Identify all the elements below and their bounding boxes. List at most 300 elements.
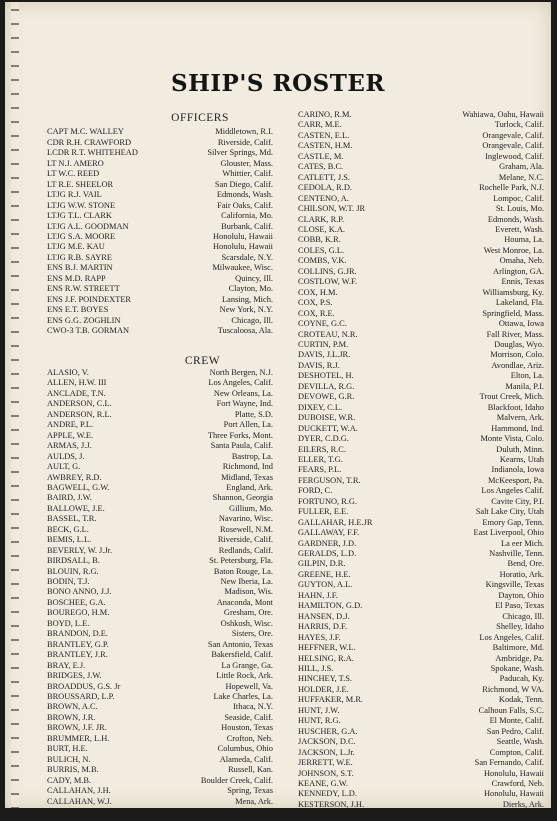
crew-row xyxy=(47,431,273,441)
person-name: DUCKETT, W.A. xyxy=(298,423,358,433)
hometown: Orangevale, Calif. xyxy=(482,141,544,151)
hometown: Melane, N.C. xyxy=(498,172,544,182)
crew-row xyxy=(420,434,544,444)
hometown: Clayton, Mo. xyxy=(228,284,273,294)
person-name: COX, R.E. xyxy=(298,308,335,318)
crew-row xyxy=(420,194,544,204)
hometown: Midland, Texas xyxy=(221,472,273,482)
person-name: ANDRE, P.L. xyxy=(47,420,94,430)
hometown: Calhoun Falls, S.C. xyxy=(478,705,544,715)
person-name: CARINO, R.M. xyxy=(298,110,352,119)
crew-row xyxy=(420,737,544,747)
crew-row xyxy=(420,758,544,768)
hometown: St. Louis, Mo. xyxy=(495,204,544,214)
officer-row xyxy=(47,159,273,169)
hometown: Hammond, Ind. xyxy=(491,423,544,433)
person-name: DESHOTEL, H. xyxy=(298,371,354,381)
person-name: LT W.C. REED xyxy=(47,169,100,179)
crew-row xyxy=(47,702,273,712)
crew-row xyxy=(47,629,273,639)
crew-row xyxy=(420,748,544,758)
officer-row xyxy=(47,253,273,263)
hometown: Glouster, Mass. xyxy=(220,158,273,168)
person-name: BAIRD, J.W. xyxy=(47,493,92,503)
person-name: LTJG R.B. SAYRE xyxy=(47,252,113,262)
person-name: HELSING, R.A. xyxy=(298,653,354,663)
person-name: JOHNSON, S.T. xyxy=(298,768,354,778)
person-name: CATES, B.C. xyxy=(298,162,344,172)
person-name: BROADDUS, G.S. Jr xyxy=(47,681,121,691)
person-name: CAPT M.C. WALLEY xyxy=(47,127,124,137)
hometown: Chicago, Ill. xyxy=(502,611,544,621)
crew-row xyxy=(420,277,544,287)
crew-row xyxy=(47,452,273,462)
person-name: ENS B.J. MARTIN xyxy=(47,263,113,273)
person-name: BRANTLEY, G.P. xyxy=(47,639,109,649)
crew-row xyxy=(420,507,544,517)
hometown: St. Petersburg, Fla. xyxy=(209,556,273,566)
crew-row xyxy=(420,413,544,423)
hometown: Madison, Wis. xyxy=(224,587,273,597)
person-name: JACKSON, D.C. xyxy=(298,737,356,747)
crew-row xyxy=(420,643,544,653)
hometown: Kingsville, Texas xyxy=(485,580,544,590)
officer-row xyxy=(47,326,273,336)
hometown: North Bergen, N.J. xyxy=(209,367,273,377)
person-name: CASTEN, E.L. xyxy=(298,130,350,140)
person-name: HOLDER, J.E. xyxy=(298,684,349,694)
crew-row xyxy=(420,330,544,340)
officer-row xyxy=(47,148,273,158)
crew-row xyxy=(47,598,273,608)
crew-row xyxy=(420,476,544,486)
person-name: HUNT, R.G. xyxy=(298,716,341,726)
person-name: LTJG S.A. MOORE xyxy=(47,231,116,241)
person-name: EILERS, R.C. xyxy=(298,444,346,454)
hometown: Baltimore, Md. xyxy=(492,643,544,653)
crew-row xyxy=(420,340,544,350)
crew-row xyxy=(420,371,544,381)
person-name: BOUREGO, H.M. xyxy=(47,608,110,618)
hometown: Riverside, Calif. xyxy=(217,535,273,545)
hometown: San Fernando, Calif. xyxy=(474,758,544,768)
crew-row xyxy=(420,382,544,392)
person-name: ANCLADE, T.N. xyxy=(47,388,106,398)
crew-row xyxy=(47,755,273,765)
person-name: ENS M.D. RAPP xyxy=(47,273,106,283)
hometown: Malvern, Ark. xyxy=(496,413,544,423)
hometown: Los Angeles, Calif. xyxy=(208,378,273,388)
person-name: DEVOWE, G.R. xyxy=(298,392,355,402)
crew-row xyxy=(47,608,273,618)
hometown: Silver Springs, Md. xyxy=(207,148,273,158)
crew-row xyxy=(420,152,544,162)
crew-row xyxy=(420,173,544,183)
officer-row xyxy=(47,263,273,273)
crew-row xyxy=(420,654,544,664)
crew-row xyxy=(47,556,273,566)
hometown: Shannon, Georgia xyxy=(212,493,273,503)
officer-row xyxy=(47,316,273,326)
hometown: Los Angeles Calif. xyxy=(481,486,544,496)
crew-row xyxy=(420,800,544,810)
hometown: Cavite City, P.I. xyxy=(491,496,544,506)
left-column xyxy=(47,110,273,817)
crew-row xyxy=(47,587,273,597)
crew-row xyxy=(420,361,544,371)
person-name: BASSEL, T.R. xyxy=(47,514,97,524)
hometown: Kearns, Utah xyxy=(499,454,544,464)
hometown: Salt Lake City, Utah xyxy=(475,507,544,517)
crew-row xyxy=(420,141,544,151)
person-name: HAMILTON, G.D. xyxy=(298,601,363,611)
person-name: GALLAWAY, F.F. xyxy=(298,528,360,538)
person-name: KENNEDY, L.D. xyxy=(298,789,357,799)
hometown: Ambridge, Pa. xyxy=(495,653,544,663)
person-name: GREENE, H.E. xyxy=(298,569,351,579)
crew-row xyxy=(47,682,273,692)
person-name: CANNON, E.H. xyxy=(47,807,103,816)
crew-row xyxy=(420,706,544,716)
person-name: BONO ANNO, J.J. xyxy=(47,587,112,597)
hometown: Richmond, W VA. xyxy=(482,684,544,694)
binding-holes xyxy=(11,2,19,808)
hometown: San Diego, Calif. xyxy=(214,179,273,189)
officer-row xyxy=(47,180,273,190)
person-name: BOYD, L.E. xyxy=(47,618,90,628)
person-name: BRANDON, D.E. xyxy=(47,629,108,639)
person-name: CLARK, R.P. xyxy=(298,214,345,224)
hometown: El Paso, Texas xyxy=(495,601,544,611)
hometown: Kodak, Tenn. xyxy=(498,695,544,705)
hometown: East Liverpool, Ohio xyxy=(473,528,544,538)
hometown: Indianola, Iowa xyxy=(491,465,544,475)
person-name: CADY, M.B. xyxy=(47,775,92,785)
crew-row xyxy=(420,789,544,799)
hometown: Lakeland, Fla. xyxy=(495,298,544,308)
right-places-column xyxy=(420,110,544,821)
person-name: DYER, C.D.G. xyxy=(298,434,349,444)
hometown: Platte, S.D. xyxy=(234,409,273,419)
hometown: Orangevale, Calif. xyxy=(482,130,544,140)
crew-row xyxy=(420,131,544,141)
hometown: Anaconda, Mont xyxy=(216,597,273,607)
hometown: Dierks, Ark. xyxy=(502,799,544,809)
crew-row xyxy=(47,786,273,796)
hometown: Ennis, Texas xyxy=(501,277,544,287)
hometown: Paducah, Ky. xyxy=(499,674,544,684)
person-name: GUYTON, A.L. xyxy=(298,580,353,590)
hometown: Arlington, GA. xyxy=(493,266,544,276)
person-name: HUNT, J.W. xyxy=(298,705,340,715)
hometown: Baton Rouge, La. xyxy=(213,566,273,576)
crew-row xyxy=(420,539,544,549)
person-name: CHILSON, W.T. JR xyxy=(298,204,366,214)
hometown: Seattle, Wash. xyxy=(496,737,544,747)
hometown: Avondlae, Ariz. xyxy=(491,360,544,370)
hometown: Ithaca, N.Y. xyxy=(233,702,273,712)
hometown: Scarsdale, N.Y. xyxy=(221,252,273,262)
crew-list-col3 xyxy=(420,110,544,821)
hometown: Russell, Kan. xyxy=(228,765,273,775)
hometown: Milwaukee, Wisc. xyxy=(212,263,273,273)
crew-row xyxy=(420,455,544,465)
person-name: ENS G.G. ZOGHLIN xyxy=(47,315,121,325)
person-name: BOSCHEE, G.A. xyxy=(47,597,106,607)
hometown: Richmond, Ind xyxy=(222,462,273,472)
hometown: Sisters, Ore. xyxy=(231,629,273,639)
hometown: Graham, Ala. xyxy=(499,162,544,172)
hometown: Douglas, Wyo. xyxy=(494,339,544,349)
person-name: LTJG A.L. GOODMAN xyxy=(47,221,129,231)
hometown: California, Mo. xyxy=(221,211,273,221)
person-name: HUFFAKER, M.R. xyxy=(298,695,363,705)
hometown: Elton, La. xyxy=(510,371,544,381)
crew-row xyxy=(47,441,273,451)
hometown: Navarino, Wisc. xyxy=(218,514,273,524)
crew-row xyxy=(47,650,273,660)
hometown: Riverside, Calif. xyxy=(217,137,273,147)
crew-row xyxy=(47,378,273,388)
crew-row xyxy=(47,640,273,650)
person-name: AULDS, J. xyxy=(47,451,85,461)
person-name: FEARS, P.L. xyxy=(298,465,342,475)
crew-row xyxy=(47,399,273,409)
crew-row xyxy=(420,549,544,559)
roster-page xyxy=(5,2,551,820)
crew-row xyxy=(420,403,544,413)
person-name: CALLAHAN, W.J. xyxy=(47,796,112,806)
person-name: LT N.J. AMERO xyxy=(47,158,104,168)
hometown: Houston, Texas xyxy=(221,723,273,733)
hometown: Manila, P.I. xyxy=(505,381,544,391)
person-name: CALLAHAN, J.H. xyxy=(47,786,111,796)
officer-row xyxy=(47,211,273,221)
person-name: CARR, M.E. xyxy=(298,120,342,130)
person-name: FORTUNO, R.G. xyxy=(298,496,358,506)
crew-row xyxy=(420,183,544,193)
crew-row xyxy=(420,528,544,538)
person-name: FERGUSON, T.R. xyxy=(298,475,361,485)
person-name: BAGWELL, G.W. xyxy=(47,482,110,492)
crew-row xyxy=(420,518,544,528)
crew-row xyxy=(420,559,544,569)
crew-row xyxy=(420,256,544,266)
person-name: COYNE, G.C. xyxy=(298,319,347,329)
crew-row xyxy=(420,110,544,120)
person-name: BIRDSALL, B. xyxy=(47,556,100,566)
person-name: JERRETT, W.E. xyxy=(298,758,353,768)
hometown: Monte Vista, Colo. xyxy=(480,434,544,444)
hometown: Lansing, Mich. xyxy=(222,294,273,304)
person-name: DIXEY, C.L. xyxy=(298,402,343,412)
crew-row xyxy=(420,727,544,737)
person-name: BURT, H.E. xyxy=(47,744,88,754)
hometown: Ottawa, Iowa xyxy=(498,319,544,329)
crew-row xyxy=(420,570,544,580)
person-name: BRIDGES, J.W. xyxy=(47,671,102,681)
person-name: AWBREY, R.D. xyxy=(47,472,102,482)
person-name: CASTLE, M. xyxy=(298,151,344,161)
crew-row xyxy=(47,619,273,629)
crew-row xyxy=(420,664,544,674)
hometown: Chicago, Ill. xyxy=(231,315,273,325)
crew-row xyxy=(47,483,273,493)
hometown: Gillium, Mo. xyxy=(229,503,273,513)
hometown: Honolulu, Hawaii xyxy=(483,789,544,799)
hometown: Spokane, Wash. xyxy=(490,664,544,674)
person-name: BEMIS, L.L. xyxy=(47,535,92,545)
crew-row xyxy=(47,671,273,681)
person-name: GALLAHAR, H.E.JR xyxy=(298,517,373,527)
hometown: Quincy, Ill. xyxy=(235,273,273,283)
hometown: New Orleans, La. xyxy=(213,388,273,398)
person-name: COX, P.S. xyxy=(298,298,333,308)
hometown: Shreveport, La. xyxy=(221,807,273,816)
hometown: Port Allen, La. xyxy=(223,420,273,430)
crew-row xyxy=(420,392,544,402)
crew-row xyxy=(420,215,544,225)
hometown: Edmonds, Wash. xyxy=(487,214,544,224)
hometown: Los Angeles, Calif. xyxy=(479,632,544,642)
person-name: GERALDS, L.D. xyxy=(298,549,357,559)
crew-list-col1 xyxy=(47,368,273,817)
person-name: LTJG W.W. STONE xyxy=(47,200,116,210)
officer-row xyxy=(47,242,273,252)
hometown: Crawford, Neb. xyxy=(491,779,544,788)
hometown: Honolulu, Hawaii xyxy=(212,231,273,241)
person-name: CURTIN, P.M. xyxy=(298,339,349,349)
hometown: Bend, Ore. xyxy=(507,559,544,569)
person-name: COMBS, V.K. xyxy=(298,256,347,266)
hometown: Wahiawa, Oahu, Hawaii xyxy=(462,110,544,119)
hometown: Little Rock, Ark. xyxy=(216,671,273,681)
hometown: Fall River, Mass. xyxy=(486,329,544,339)
crew-row xyxy=(420,225,544,235)
person-name: HUSCHER, G.A. xyxy=(298,726,358,736)
person-name: COX, H.M. xyxy=(298,287,338,297)
hometown: Three Forks, Mont. xyxy=(207,430,273,440)
hometown: La eer Mich. xyxy=(500,538,544,548)
person-name: ALLEN, H.W. III xyxy=(47,378,107,388)
crew-row xyxy=(47,797,273,807)
hometown: Tuscaloosa, Ala. xyxy=(217,326,273,336)
person-name: BLOUIN, R.G. xyxy=(47,566,99,576)
crew-row xyxy=(420,204,544,214)
person-name: DAVIS, R.J. xyxy=(298,360,340,370)
crew-row xyxy=(47,525,273,535)
person-name: BRAY, E.J. xyxy=(47,660,86,670)
hometown: Bakersfield, Calif. xyxy=(211,650,273,660)
officers-heading: OFFICERS xyxy=(171,112,229,124)
hometown: Morrison, Colo. xyxy=(490,350,544,360)
person-name: DAVIS, J.L.JR. xyxy=(298,350,351,360)
crew-row xyxy=(47,535,273,545)
person-name: BURRIS, M.B. xyxy=(47,765,99,775)
hometown: Bastrop, La. xyxy=(231,451,273,461)
person-name: HARRIS, D.F. xyxy=(298,622,348,632)
person-name: HAYES, J.F. xyxy=(298,632,341,642)
person-name: ENS E.T. BOYES xyxy=(47,305,109,315)
hometown: McKeesport, Pa. xyxy=(487,475,544,485)
crew-row xyxy=(47,692,273,702)
crew-row xyxy=(420,716,544,726)
crew-row xyxy=(47,567,273,577)
person-name: CATLETT, J.S. xyxy=(298,172,350,182)
hometown: Crofton, Neb. xyxy=(226,733,273,743)
crew-row xyxy=(420,612,544,622)
hometown: La Grange, Ga. xyxy=(221,660,273,670)
crew-row xyxy=(47,473,273,483)
crew-row xyxy=(47,493,273,503)
person-name: GILPIN, D.R. xyxy=(298,559,346,569)
hometown: Blackfoot, Idaho xyxy=(487,402,544,412)
person-name: KESTERSON, J.H. xyxy=(298,799,365,809)
crew-row xyxy=(420,769,544,779)
hometown: Fort Wayne, Ind. xyxy=(216,399,273,409)
hometown: Hopewell, Va. xyxy=(225,681,273,691)
person-name: FULLER, E.E. xyxy=(298,507,349,517)
hometown: Mena, Ark. xyxy=(235,796,273,806)
person-name: COSTLOW, W.F. xyxy=(298,277,358,287)
crew-row xyxy=(47,368,273,378)
crew-row xyxy=(47,420,273,430)
person-name: LTJG R.J. VAIL xyxy=(47,190,102,200)
crew-row xyxy=(47,723,273,733)
hometown: New York, N.Y. xyxy=(219,305,273,315)
person-name: BODIN, T.J. xyxy=(47,577,90,587)
hometown: Middletown, R.I. xyxy=(215,127,273,137)
crew-row xyxy=(47,807,273,817)
hometown: Trout Creek, Mich. xyxy=(479,392,544,402)
hometown: Oshkosh, Wisc. xyxy=(220,618,273,628)
hometown: Santa Paula, Calif. xyxy=(210,441,273,451)
page-title: SHIP'S ROSTER xyxy=(170,70,386,97)
person-name: BROWN, J.F. JR. xyxy=(47,723,107,733)
person-name: CWO-3 T.B. GORMAN xyxy=(47,326,130,336)
crew-row xyxy=(47,765,273,775)
person-name: HAHN, J.F. xyxy=(298,590,338,600)
hometown: Fair Oaks, Calif. xyxy=(217,200,273,210)
hometown: Nashville, Tenn. xyxy=(489,549,544,559)
person-name: ANDERSON, C.L. xyxy=(47,399,112,409)
officers-list xyxy=(47,127,273,336)
hometown: Columbus, Ohio xyxy=(217,744,273,754)
crew-row xyxy=(420,810,544,820)
hometown: Seaside, Calif. xyxy=(224,712,273,722)
hometown: San Pedro, Calif. xyxy=(486,726,544,736)
person-name: HILL, J.S. xyxy=(298,664,334,674)
person-name: LT R.E. SHEELOR xyxy=(47,179,114,189)
officer-row xyxy=(47,274,273,284)
hometown: Emory Gap, Tenn. xyxy=(482,517,544,527)
hometown: Everett, Wash. xyxy=(495,224,544,234)
crew-row xyxy=(420,309,544,319)
hometown: Houma, La. xyxy=(504,235,544,245)
hometown: Rochelle Park, N.J. xyxy=(479,183,544,193)
crew-heading: CREW xyxy=(184,354,221,367)
officer-row xyxy=(47,138,273,148)
person-name: CDR R.H. CRAWFORD xyxy=(47,137,132,147)
person-name: APPLE, W.E. xyxy=(47,430,94,440)
person-name: CROTEAU, N.R. xyxy=(298,329,358,339)
crew-row xyxy=(420,120,544,130)
crew-row xyxy=(420,298,544,308)
person-name: LCDR R.T. WHITEHEAD xyxy=(47,148,138,158)
hometown: Lompoc, Calif. xyxy=(493,193,544,203)
hometown: Duluth, Minn. xyxy=(496,444,544,454)
person-name: ENS R.W. STREETT xyxy=(47,284,120,294)
